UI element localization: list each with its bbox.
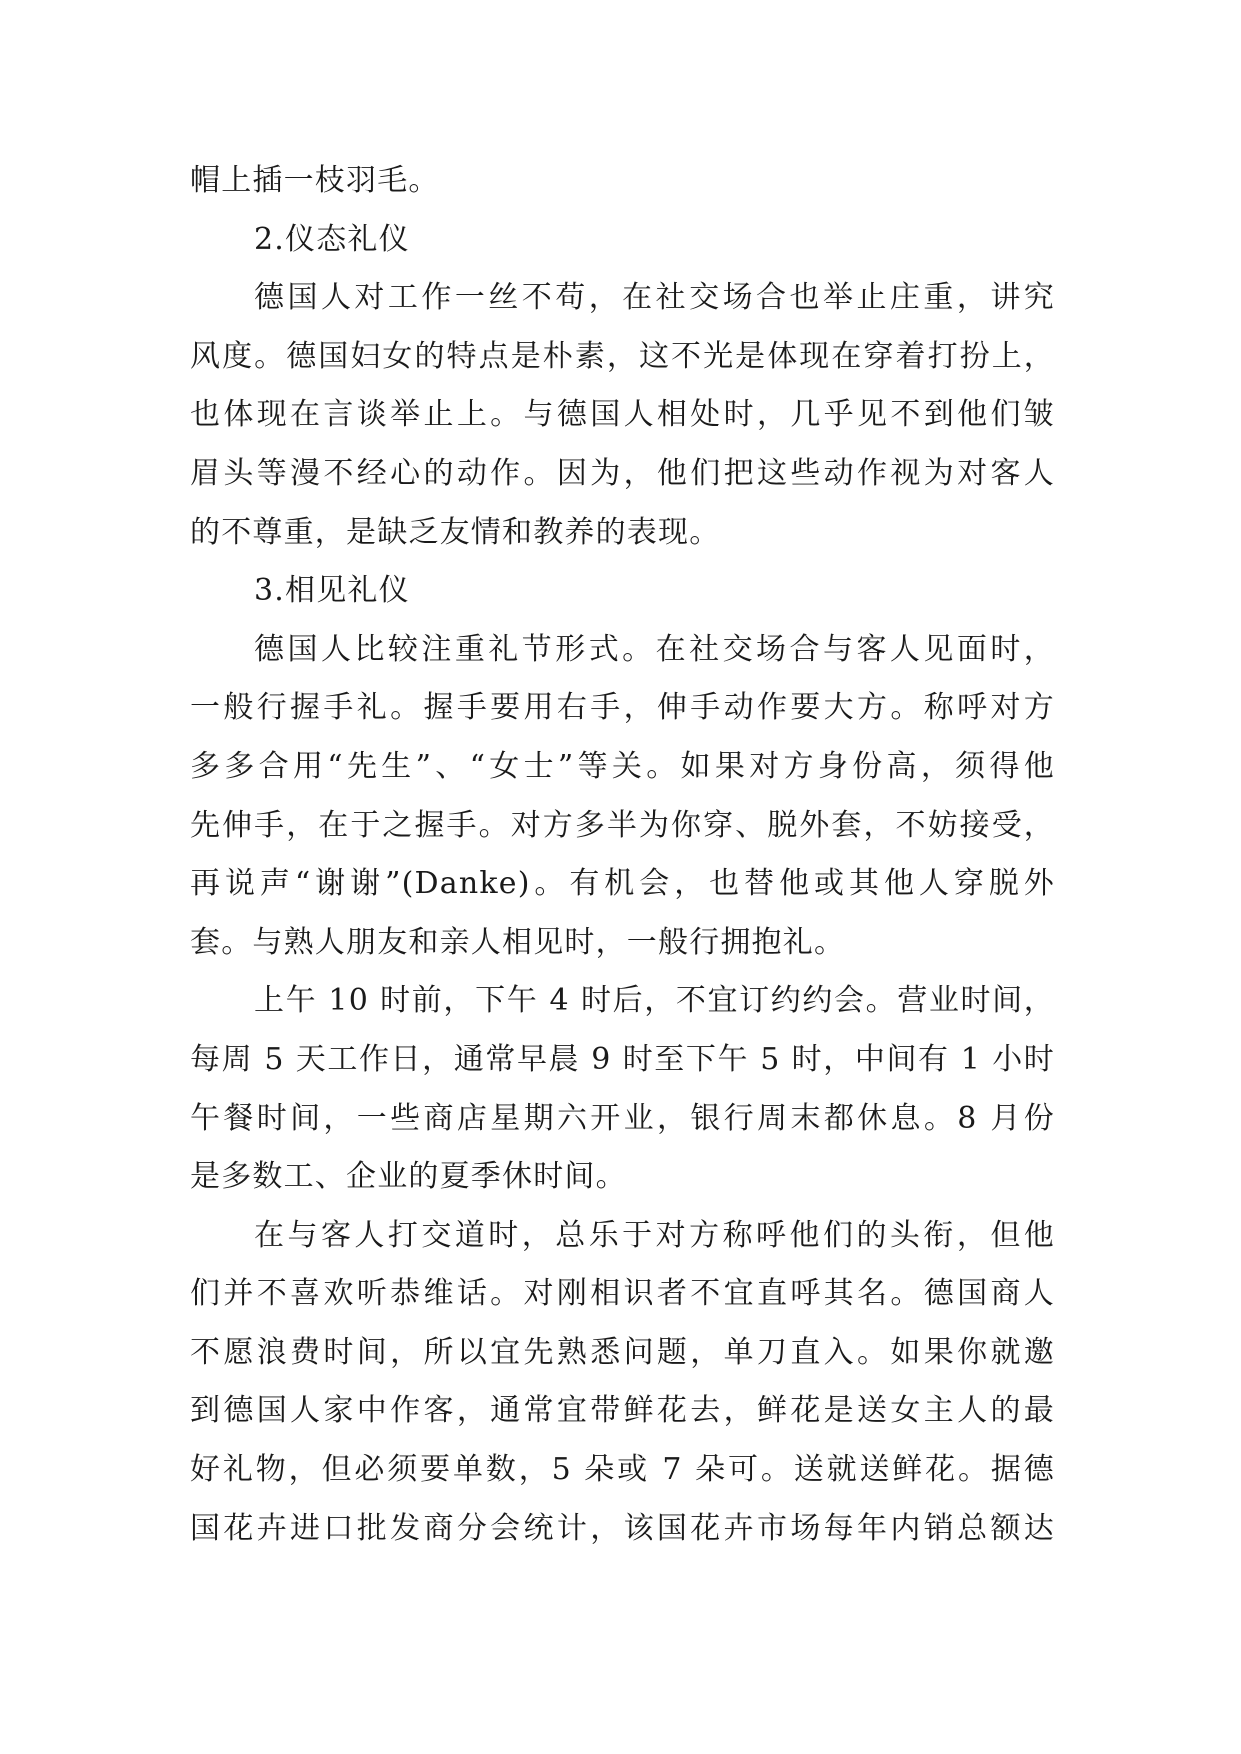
text-line: 风度。德国妇女的特点是朴素，这不光是体现在穿着打扮上， bbox=[190, 338, 1055, 374]
text-line: 到德国人家中作客，通常宜带鲜花去，鲜花是送女主人的最 bbox=[190, 1393, 1055, 1429]
text-line: 上午 10 时前，下午 4 时后，不宜订约约会。营业时间， bbox=[254, 983, 1055, 1019]
text-line: 眉头等漫不经心的动作。因为，他们把这些动作视为对客人 bbox=[190, 455, 1055, 491]
text-line: 德国人对工作一丝不苟，在社交场合也举止庄重，讲究 bbox=[254, 280, 1055, 316]
text-line: 帽上插一枝羽毛。 bbox=[190, 163, 440, 198]
text-line: 的不尊重，是缺乏友情和教养的表现。 bbox=[190, 514, 721, 550]
text-line: 再说声“谢谢”(Danke)。有机会，也替他或其他人穿脱外 bbox=[190, 866, 1055, 902]
text-line: 好礼物，但必须要单数，5 朵或 7 朵可。送就送鲜花。据德 bbox=[190, 1452, 1055, 1488]
body-text bbox=[190, 152, 1055, 1558]
text-line: 先伸手，在于之握手。对方多半为你穿、脱外套，不妨接受， bbox=[190, 807, 1055, 843]
text-line: 每周 5 天工作日，通常早晨 9 时至下午 5 时，中间有 1 小时 bbox=[190, 1041, 1055, 1077]
text-line: 2.仪态礼仪 bbox=[254, 221, 410, 257]
text-line: 套。与熟人朋友和亲人相见时，一般行拥抱礼。 bbox=[190, 924, 846, 960]
text-line: 3.相见礼仪 bbox=[254, 573, 410, 609]
text-line: 是多数工、企业的夏季休时间。 bbox=[190, 1159, 627, 1195]
text-line: 多多合用“先生”、“女士”等关。如果对方身份高，须得他 bbox=[190, 748, 1055, 784]
text-line: 也体现在言谈举止上。与德国人相处时，几乎见不到他们皱 bbox=[190, 397, 1055, 433]
text-line: 一般行握手礼。握手要用右手，伸手动作要大方。称呼对方 bbox=[190, 690, 1055, 726]
text-line: 在与客人打交道时，总乐于对方称呼他们的头衔，但他 bbox=[254, 1217, 1055, 1253]
text-line: 国花卉进口批发商分会统计，该国花卉市场每年内销总额达 bbox=[190, 1510, 1055, 1546]
text-line: 德国人比较注重礼节形式。在社交场合与客人见面时， bbox=[254, 631, 1055, 667]
text-line: 不愿浪费时间，所以宜先熟悉问题，单刀直入。如果你就邀 bbox=[190, 1334, 1055, 1370]
text-line: 午餐时间，一些商店星期六开业，银行周末都休息。8 月份 bbox=[190, 1100, 1055, 1136]
text-line: 们并不喜欢听恭维话。对刚相识者不宜直呼其名。德国商人 bbox=[190, 1276, 1055, 1312]
